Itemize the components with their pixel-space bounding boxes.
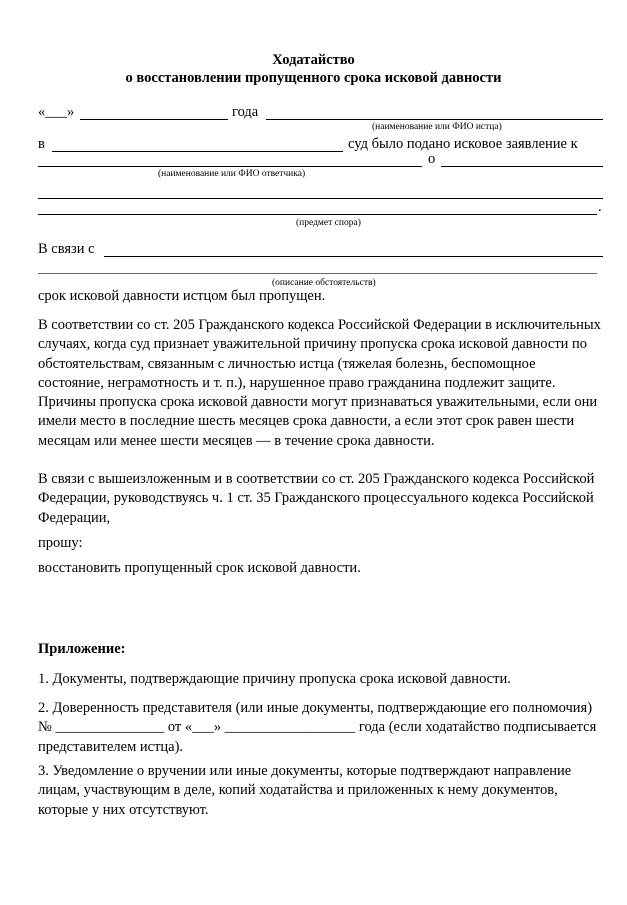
subject-blank-line-1[interactable] bbox=[38, 198, 603, 199]
in-connection-label: В связи с bbox=[38, 241, 95, 257]
about-label: о bbox=[428, 151, 436, 167]
circumstances-blank[interactable] bbox=[104, 256, 603, 257]
appendix-item-1: 1. Документы, подтверждающие причину пропуска срока исковой давности. bbox=[38, 671, 511, 687]
subject-hint: (предмет спора) bbox=[296, 218, 361, 228]
document-subtitle: о восстановлении пропущенного срока исковой давности bbox=[125, 70, 502, 86]
document-title: Ходатайство bbox=[272, 52, 355, 68]
request-text: восстановить пропущенный срок исковой давности. bbox=[38, 560, 361, 576]
date-month-blank[interactable] bbox=[80, 119, 228, 120]
appendix-heading: Приложение: bbox=[38, 641, 126, 657]
subject-blank-start[interactable] bbox=[441, 166, 603, 167]
plaintiff-blank[interactable] bbox=[266, 119, 603, 120]
appendix-item-2: 2. Доверенность представителя (или иные документы, подтверждающие его полномочия) № _______________ от «___» __________________ года (если ходатайство подписывается представителем истца). bbox=[38, 700, 597, 755]
plaintiff-hint: (наименование или ФИО истца) bbox=[372, 122, 502, 132]
court-text: суд было подано исковое заявление к bbox=[348, 136, 578, 152]
subject-period: . bbox=[598, 199, 602, 215]
year-label: года bbox=[232, 104, 259, 120]
missed-deadline-text: срок исковой давности истцом был пропущен. bbox=[38, 288, 326, 304]
appendix-item-3: 3. Уведомление о вручении или иные документы, которые подтверждают направление лицам, участвующим в деле, копий ходатайства и приложенных к нему документов, которые у них отсутствуют. bbox=[38, 763, 572, 818]
circumstances-blank-line-2[interactable] bbox=[38, 273, 597, 274]
circumstances-hint: (описание обстоятельств) bbox=[272, 278, 376, 288]
court-blank[interactable] bbox=[52, 151, 343, 152]
date-day-field: «___» bbox=[38, 104, 75, 120]
subject-blank-line-2[interactable] bbox=[38, 214, 597, 215]
in-label: в bbox=[38, 136, 45, 152]
defendant-blank[interactable] bbox=[38, 166, 422, 167]
paragraph-grounds: В связи с вышеизложенным и в соответствии со ст. 205 Гражданского кодекса Российской Федерации, руководствуясь ч. 1 ст. 35 Гражданского процессуального кодекса Российской Федерации, bbox=[38, 471, 595, 526]
defendant-hint: (наименование или ФИО ответчика) bbox=[158, 169, 306, 179]
request-label: прошу: bbox=[38, 535, 83, 551]
paragraph-legal-basis: В соответствии со ст. 205 Гражданского кодекса Российской Федерации в исключительных случаях, когда суд признает уважительной причину пропуска срока исковой давности по обстоятельствам, связанным с личностью истца (тяжелая болезнь, беспомощное состояние, неграмотность и т. п.), нарушенное право гражданина подлежит защите. Причины пропуска срока исковой давности могут признаваться уважительными, если они имели место в последние шесть месяцев срока давности, а если этот срок равен шести месяцам или менее шести месяцев — в течение срока давности. bbox=[38, 317, 601, 449]
